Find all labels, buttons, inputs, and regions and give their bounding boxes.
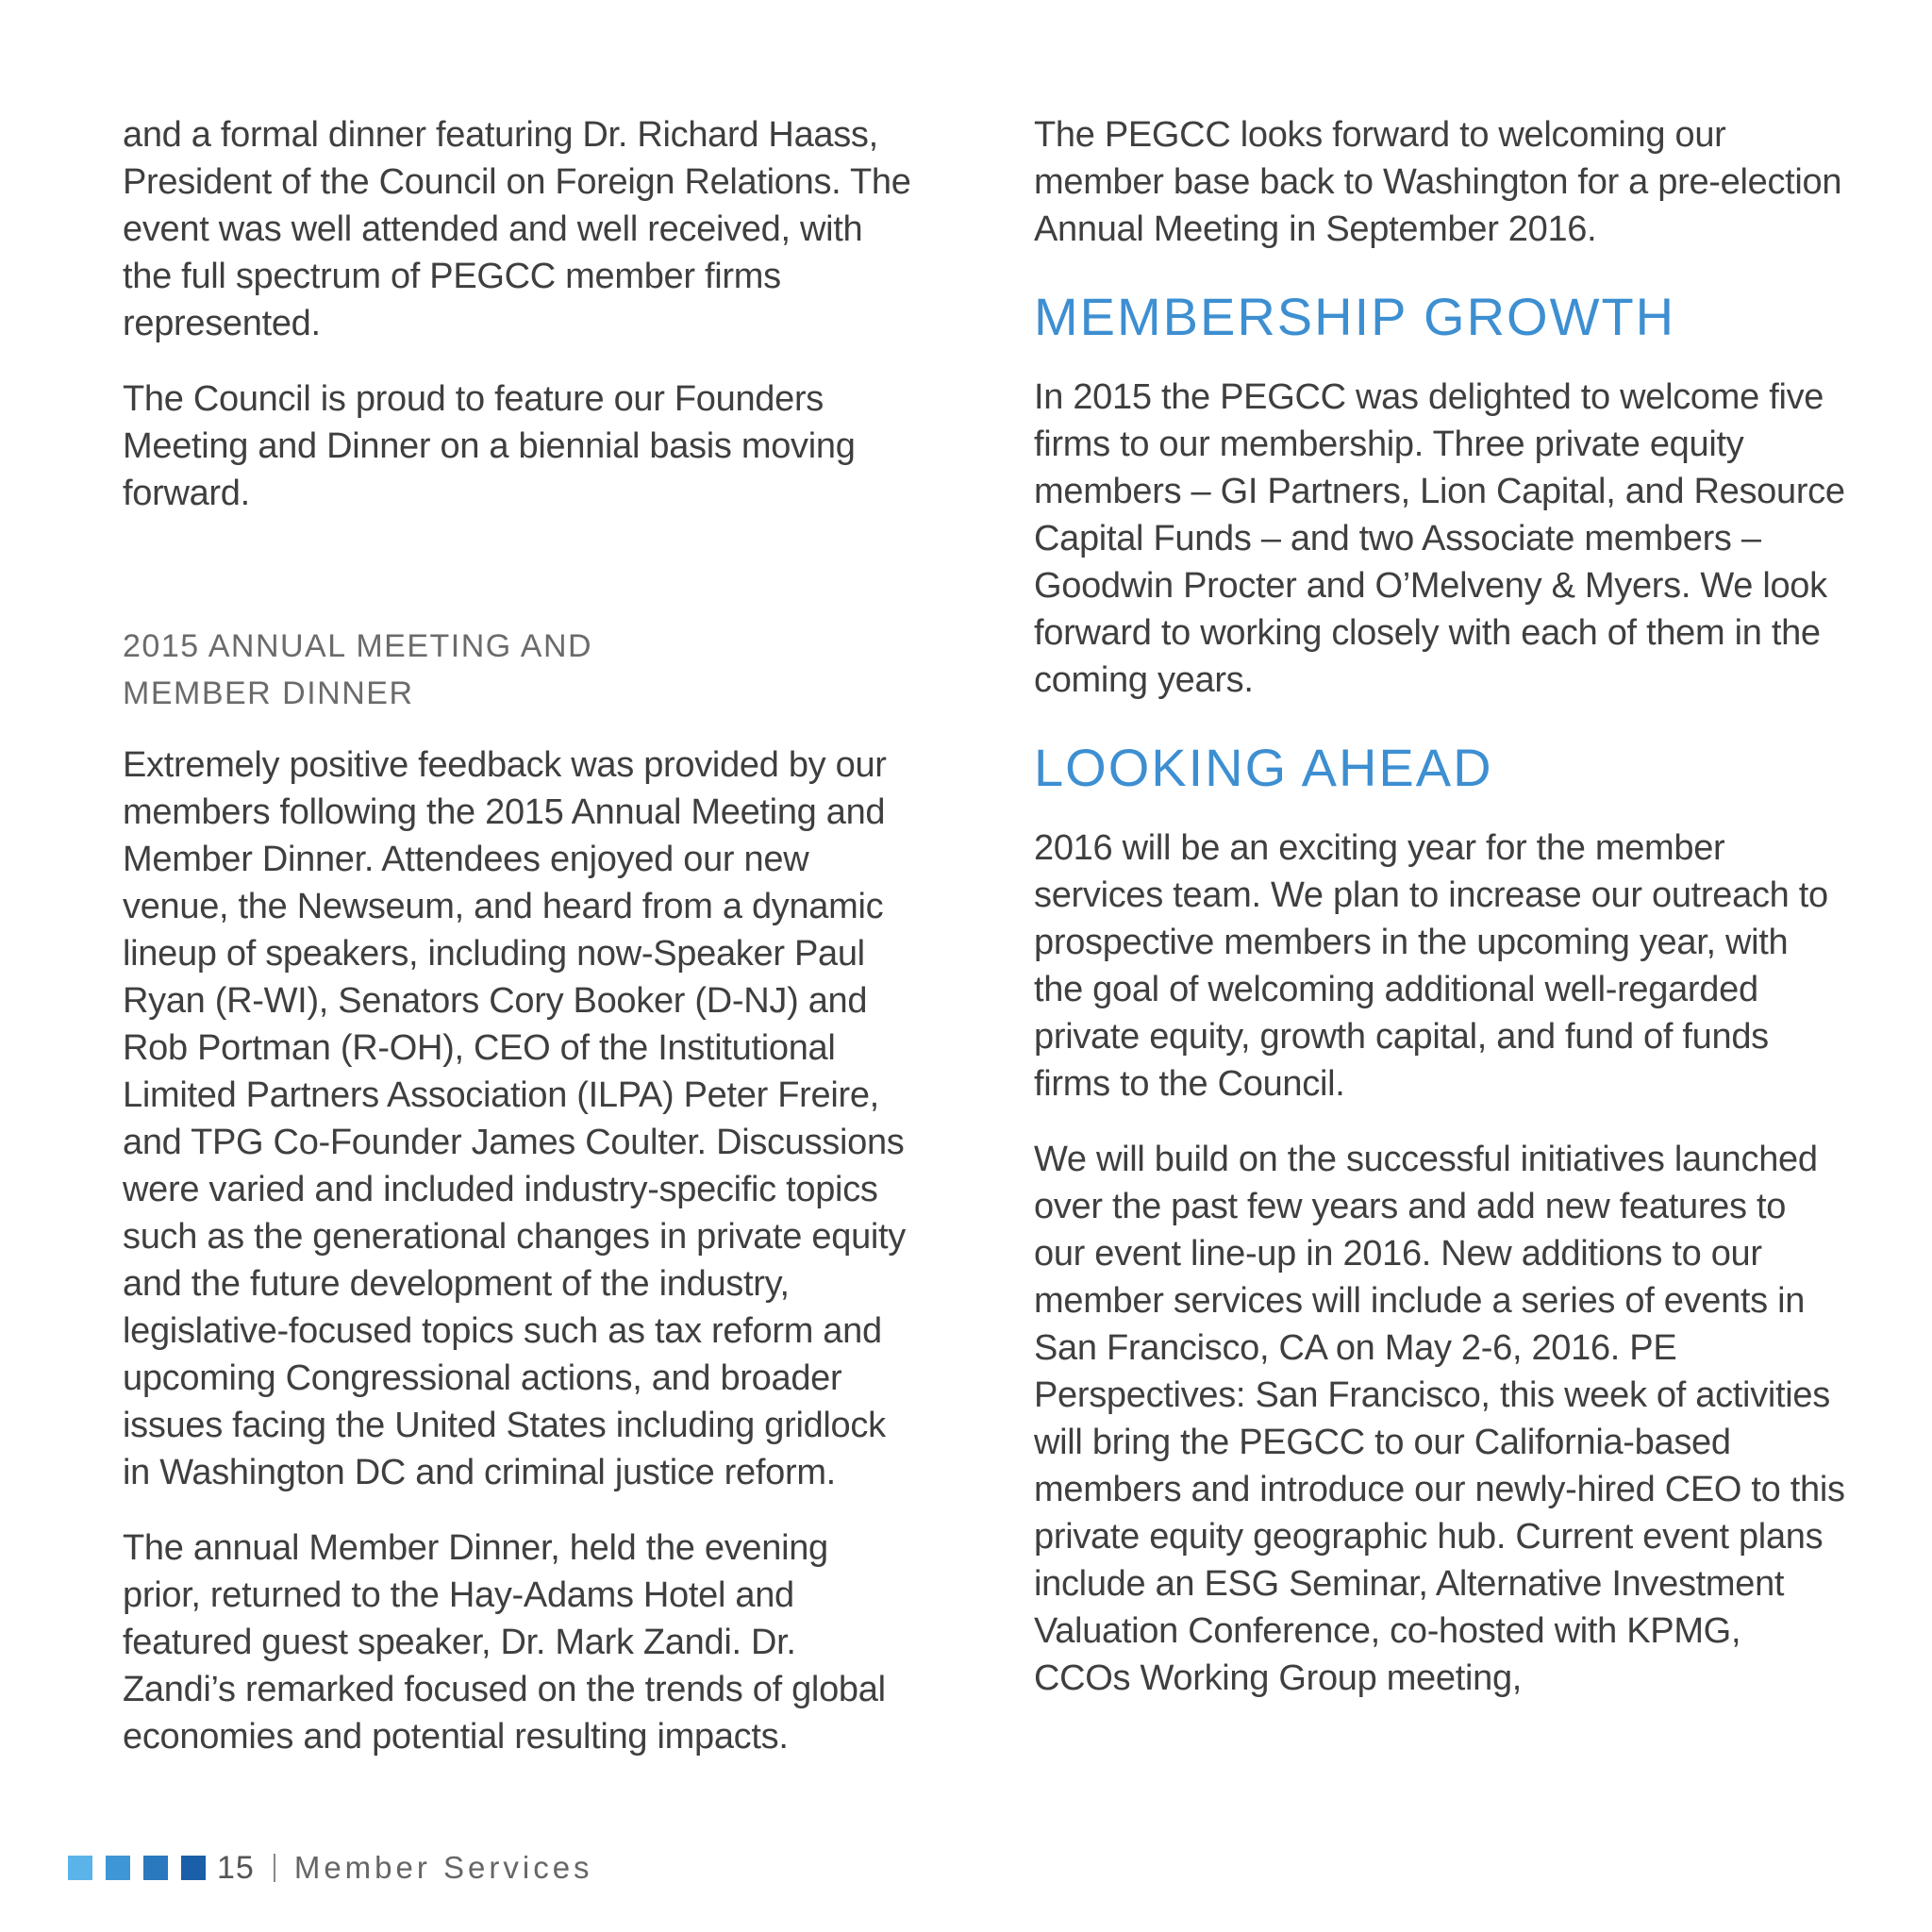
page-footer [68, 1849, 593, 1887]
left-paragraph-3: Extremely positive feedback was provided by our members following the 2015 Annual Meeting and Member Dinner. Attendees enjoyed our new venue, the Newseum, and heard from a dynamic lineup of speakers, including now-Speaker Paul Ryan (R-WI), Senators Cory Booker (D-NJ) and Rob Portman (R-OH), CEO of the Institutional Limited Partners Association (ILPA) Peter Freire, and TPG Co-Founder James Coulter. Discussions were varied and included industry-specific topics such as the generational changes in private equity and the future development of the industry, legislative-focused topics such as tax reform and upcoming Congressional actions, and broader issues facing the United States including gridlock in Washington DC and criminal justice reform. [123, 745, 906, 1492]
footer-divider [274, 1854, 275, 1882]
left-paragraph-2: The Council is proud to feature our Founders Meeting and Dinner on a biennial basis moving forward. [123, 379, 856, 513]
footer-square-1 [68, 1856, 92, 1880]
annual-meeting-subheading: 2015 ANNUAL MEETING AND MEMBER DINNER [123, 628, 593, 711]
membership-growth-heading: MEMBERSHIP GROWTH [1034, 287, 1676, 346]
right-paragraph-1: The PEGCC looks forward to welcoming our member base back to Washington for a pre-election Annual Meeting in September 2016. [1034, 115, 1842, 249]
right-paragraph-2: In 2015 the PEGCC was delighted to welcome five firms to our membership. Three private equity members – GI Partners, Lion Capital, and Resource Capital Funds – and two Associate members – Goodwin Procter and O’Melveny & Myers. We look forward to working closely with each of them in the coming years. [1034, 377, 1845, 700]
left-column [123, 111, 915, 1789]
right-paragraph-4: We will build on the successful initiatives launched over the past few years and add new features to our event line-up in 2016. New additions to our member services will include a series of events in San Francisco, CA on May 2-6, 2016. PE Perspectives: San Francisco, this week of activities will bring the PEGCC to our California-based members and introduce our newly-hired CEO to this private equity geographic hub. Current event plans include an ESG Seminar, Alternative Investment Valuation Conference, co-hosted with KPMG, CCOs Working Group meeting, [1034, 1140, 1845, 1698]
right-column [1034, 111, 1845, 1730]
page-number: 15 [217, 1849, 255, 1886]
left-paragraph-4: The annual Member Dinner, held the evening prior, returned to the Hay-Adams Hotel and featured guest speaker, Dr. Mark Zandi. Dr. Zandi’s remarked focused on the trends of global economies and potential resulting impacts. [123, 1528, 886, 1757]
footer-section-label: Member Services [293, 1850, 593, 1885]
left-paragraph-1: and a formal dinner featuring Dr. Richard Haass, President of the Council on Foreign Relations. The event was well attended and well received, with the full spectrum of PEGCC member firms represented. [123, 115, 911, 343]
looking-ahead-heading: LOOKING AHEAD [1034, 738, 1493, 797]
footer-square-2 [106, 1856, 130, 1880]
footer-square-3 [143, 1856, 168, 1880]
footer-square-4 [181, 1856, 206, 1880]
right-paragraph-3: 2016 will be an exciting year for the member services team. We plan to increase our outreach to prospective members in the upcoming year, with the goal of welcoming additional well-regarded private equity, growth capital, and fund of funds firms to the Council. [1034, 828, 1828, 1104]
